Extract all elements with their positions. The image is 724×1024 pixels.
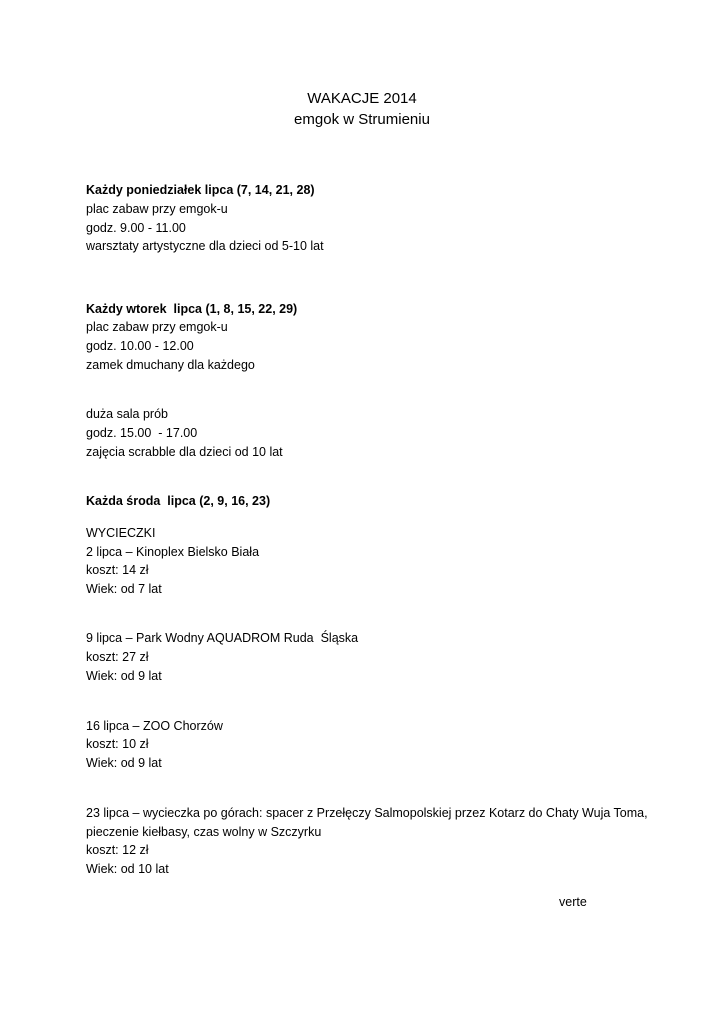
trips-section-label: WYCIECZKI bbox=[86, 526, 156, 540]
trip-line: Wiek: od 7 lat bbox=[86, 582, 162, 596]
tuesday-line: zajęcia scrabble dla dzieci od 10 lat bbox=[86, 445, 283, 459]
tuesday-heading: Każdy wtorek lipca (1, 8, 15, 22, 29) bbox=[86, 302, 298, 316]
tuesday-line: godz. 15.00 - 17.00 bbox=[86, 426, 198, 440]
trip-line: Wiek: od 9 lat bbox=[86, 669, 162, 683]
verte-note: verte bbox=[559, 895, 587, 909]
trip-line: koszt: 10 zł bbox=[86, 737, 149, 751]
tuesday-line: godz. 10.00 - 12.00 bbox=[86, 339, 194, 353]
page-title: WAKACJE 2014 bbox=[307, 90, 417, 107]
monday-heading: Każdy poniedziałek lipca (7, 14, 21, 28) bbox=[86, 183, 315, 197]
trip-line: 9 lipca – Park Wodny AQUADROM Ruda Śląska bbox=[86, 631, 359, 645]
monday-line: godz. 9.00 - 11.00 bbox=[86, 221, 186, 235]
trip-line: koszt: 27 zł bbox=[86, 650, 149, 664]
wednesday-heading: Każda środa lipca (2, 9, 16, 23) bbox=[86, 494, 271, 508]
trip-line: koszt: 12 zł bbox=[86, 843, 149, 857]
monday-line: plac zabaw przy emgok-u bbox=[86, 202, 228, 216]
trip-line: Wiek: od 9 lat bbox=[86, 756, 162, 770]
title-block bbox=[0, 88, 724, 130]
trip-line: Wiek: od 10 lat bbox=[86, 862, 169, 876]
trip-line: 16 lipca – ZOO Chorzów bbox=[86, 719, 223, 733]
tuesday-line: plac zabaw przy emgok-u bbox=[86, 320, 228, 334]
trip-line: 23 lipca – wycieczka po górach: spacer z Przełęczy Salmopolskiej przez Kotarz do Chaty Wuja Toma, bbox=[86, 806, 648, 820]
trip-line: koszt: 14 zł bbox=[86, 563, 149, 577]
tuesday-line: duża sala prób bbox=[86, 407, 169, 421]
tuesday-line: zamek dmuchany dla każdego bbox=[86, 358, 255, 372]
trip-line: pieczenie kiełbasy, czas wolny w Szczyrku bbox=[86, 825, 322, 839]
monday-line: warsztaty artystyczne dla dzieci od 5-10 lat bbox=[86, 239, 324, 253]
page-subtitle: emgok w Strumieniu bbox=[294, 111, 430, 128]
trip-line: 2 lipca – Kinoplex Bielsko Biała bbox=[86, 545, 260, 559]
